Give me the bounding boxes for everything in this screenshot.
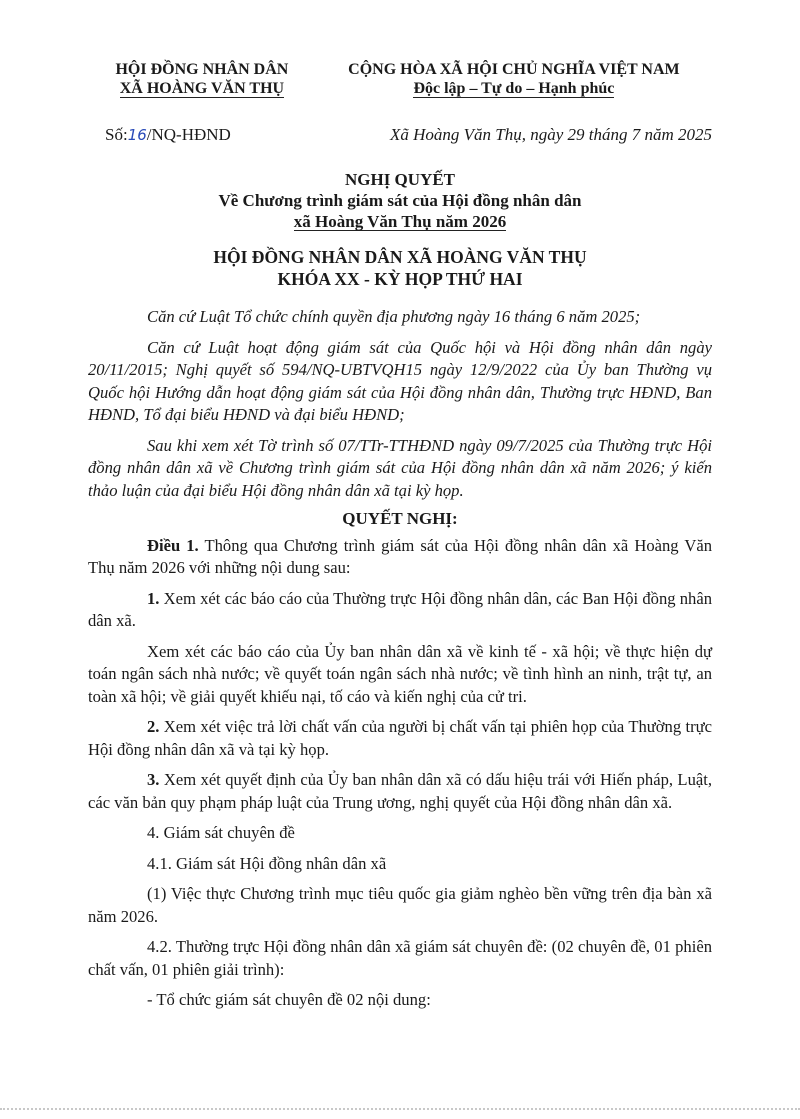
document-header [88, 60, 712, 98]
item-number: 2. [147, 717, 160, 736]
motto: Độc lập – Tự do – Hạnh phúc [413, 80, 615, 97]
country-name: CỘNG HÒA XÃ HỘI CHỦ NGHĨA VIỆT NAM [348, 61, 680, 78]
list-item: 4. Giám sát chuyên đề [147, 823, 295, 842]
article-label: Điều 1. [147, 535, 199, 555]
preamble-paragraph: Sau khi xem xét Tờ trình số 07/TTr-TTHĐND ngày 09/7/2025 của Thường trực Hội đồng nhân dân xã về Chương trình giám sát của Hội đồng nhân dân xã năm 2026; ý kiến thảo luận của đại biểu Hội đồng nhân dân xã tại kỳ họp. [88, 435, 712, 500]
list-item: Xem xét các báo cáo của Ủy ban nhân dân xã về kinh tế - xã hội; về thực hiện dự toán ngân sách nhà nước; về quyết toán ngân sách nhà nước; về tình hình an ninh, trật tự, an toàn xã hội; về giải quyết khiếu nại, tố cáo và kiến nghị của cử tri. [88, 641, 712, 706]
document-title [88, 169, 712, 232]
item-number: 3. [147, 770, 160, 789]
list-item [88, 769, 712, 814]
document-meta [88, 125, 712, 145]
item-number: 1. [147, 588, 160, 608]
scan-artifact-line [0, 1108, 800, 1112]
item-text: Xem xét việc trả lời chất vấn của người bị chất vấn tại phiên họp của Thường trực Hội đồng nhân dân xã và tại kỳ họp. [88, 717, 712, 759]
council-heading [88, 246, 712, 290]
council-line2: KHÓA XX - KỲ HỌP THỨ HAI [277, 269, 523, 289]
item-text: Xem xét các báo cáo của Thường trực Hội đồng nhân dân, các Ban Hội đồng nhân dân xã. [88, 588, 712, 630]
list-item [88, 716, 712, 761]
handwritten-number: 16 [127, 126, 147, 144]
preamble-paragraph: Căn cứ Luật hoạt động giám sát của Quốc hội và Hội đồng nhân dân ngày 20/11/2015; Nghị quyết số 594/NQ-UBTVQH15 ngày 12/9/2022 của Ủy ban Thường vụ Quốc hội Hướng dẫn hoạt động giám sát của Hội đồng nhân dân, Thường trực HĐND, Ban HĐND, Tổ đại biểu HĐND và đại biểu HĐND; [88, 337, 712, 424]
national-motto [316, 60, 712, 98]
title-line3: xã Hoàng Văn Thụ năm 2026 [293, 212, 507, 231]
list-item: 4.1. Giám sát Hội đồng nhân dân xã [147, 853, 387, 873]
number-suffix: /NQ-HĐND [146, 125, 231, 144]
list-item: - Tổ chức giám sát chuyên đề 02 nội dung: [147, 990, 431, 1009]
authority-line1: HỘI ĐỒNG NHÂN DÂN [115, 61, 289, 78]
title-line1: NGHỊ QUYẾT [344, 170, 456, 189]
number-prefix: Số: [105, 125, 128, 144]
list-item: 4.2. Thường trực Hội đồng nhân dân xã giám sát chuyên đề: (02 chuyên đề, 01 phiên chất vấn, 01 phiên giải trình): [88, 937, 712, 979]
document-number [88, 125, 231, 145]
title-line2: Về Chương trình giám sát của Hội đồng nhân dân [218, 191, 582, 210]
authority-line2: XÃ HOÀNG VĂN THỤ [119, 80, 285, 97]
council-line1: HỘI ĐỒNG NHÂN DÂN XÃ HOÀNG VĂN THỤ [213, 247, 587, 267]
list-item: (1) Việc thực Chương trình mục tiêu quốc gia giảm nghèo bền vững trên địa bàn xã năm 2026. [88, 884, 712, 926]
document-page [88, 60, 712, 1012]
resolve-heading: QUYẾT NGHỊ: [342, 509, 458, 528]
preamble [88, 306, 712, 502]
article-1 [88, 535, 712, 580]
issuing-authority [88, 60, 316, 98]
item-text: Xem xét quyết định của Ủy ban nhân dân xã có dấu hiệu trái với Hiến pháp, Luật, các văn bản quy phạm pháp luật của Trung ương, nghị quyết của Hội đồng nhân dân xã. [88, 770, 712, 812]
list-item [88, 588, 712, 633]
place-date: Xã Hoàng Văn Thụ, ngày 29 tháng 7 năm 2025 [389, 125, 712, 144]
preamble-paragraph: Căn cứ Luật Tổ chức chính quyền địa phương ngày 16 tháng 6 năm 2025; [147, 307, 641, 326]
article-text: Thông qua Chương trình giám sát của Hội đồng nhân dân xã Hoàng Văn Thụ năm 2026 với những nội dung sau: [88, 535, 713, 577]
